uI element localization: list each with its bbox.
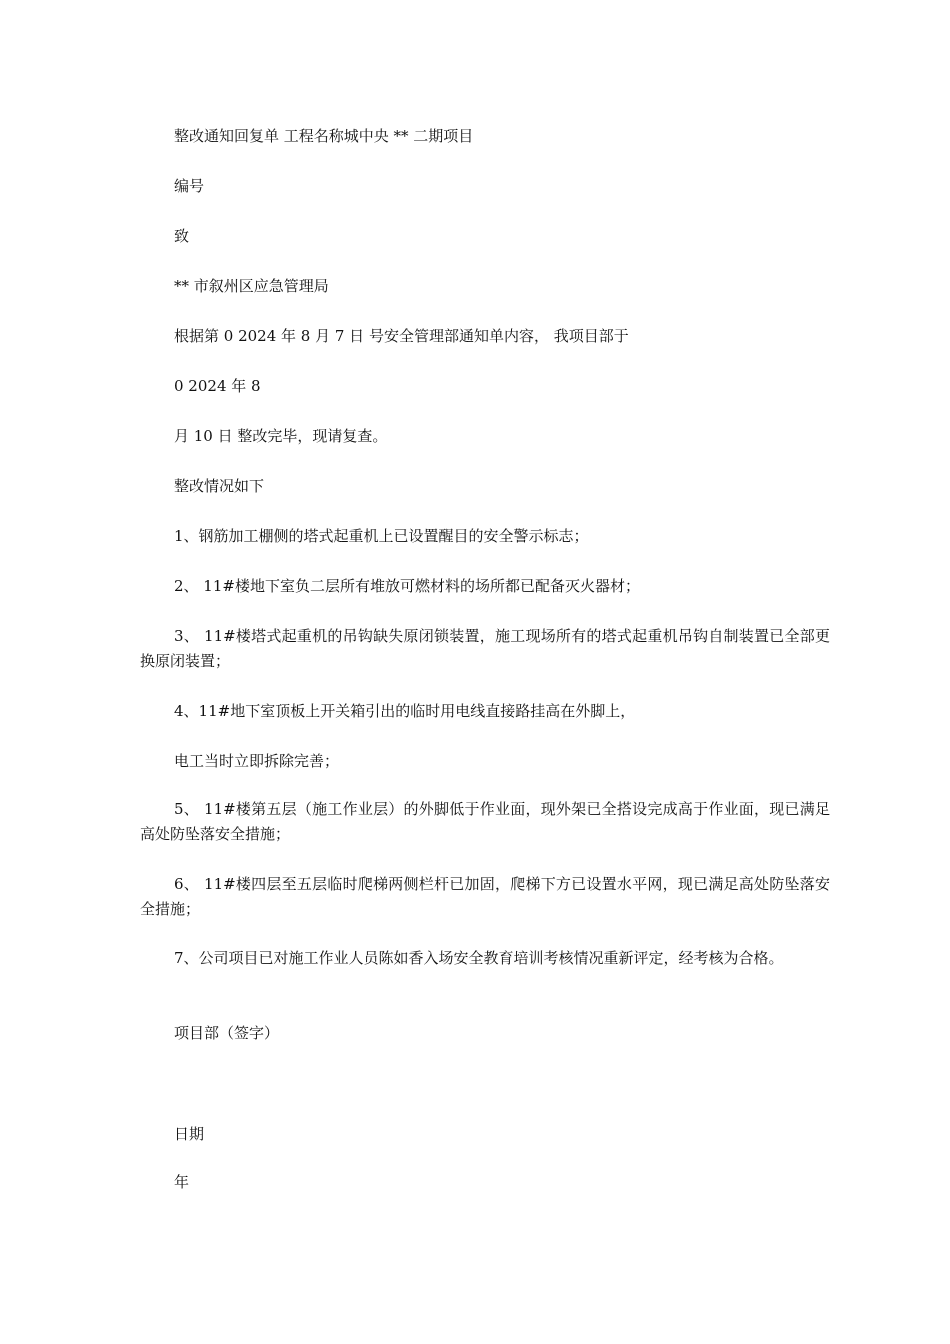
to-label: 致 [174,227,190,245]
list-item: 5、 11#楼第五层（施工作业层）的外脚低于作业面，现外架已全搭设完成高于作业面，现已满足高处防坠落安全措施； [140,800,830,843]
intro-line-1: 根据第 0 2024 年 8 月 7 日 号安全管理部通知单内容， 我项目部于 [174,327,629,345]
intro-line-3: 月 10 日 整改完毕，现请复查。 [174,427,388,445]
intro-line-2: 0 2024 年 8 [174,377,261,395]
signature-label: 项目部（签字） [174,1024,280,1042]
list-item: 7、公司项目已对施工作业人员陈如香入场安全教育培训考核情况重新评定，经考核为合格。 [174,949,784,967]
list-item: 4、11#地下室顶板上开关箱引出的临时用电线直接路挂高在外脚上， [174,702,636,720]
title-line: 整改通知回复单 工程名称城中央 ** 二期项目 [174,127,474,145]
year-label: 年 [174,1173,190,1191]
list-item: 6、 11#楼四层至五层临时爬梯两侧栏杆已加固，爬梯下方已设置水平网，现已满足高处防坠落安全措施； [140,875,830,918]
list-item: 电工当时立即拆除完善； [174,752,340,770]
list-item: 3、 11#楼塔式起重机的吊钩缺失原闭锁装置，施工现场所有的塔式起重机吊钩自制装置已全部更换原闭装置； [140,627,830,670]
recipient: ** 市叙州区应急管理局 [174,277,329,295]
list-item: 1、钢筋加工棚侧的塔式起重机上已设置醒目的安全警示标志； [174,527,589,545]
section-heading: 整改情况如下 [174,477,265,495]
list-item: 2、 11#楼地下室负二层所有堆放可燃材料的场所都已配备灭火器材； [174,577,640,595]
date-label: 日期 [174,1125,205,1143]
number-label: 编号 [174,177,205,195]
